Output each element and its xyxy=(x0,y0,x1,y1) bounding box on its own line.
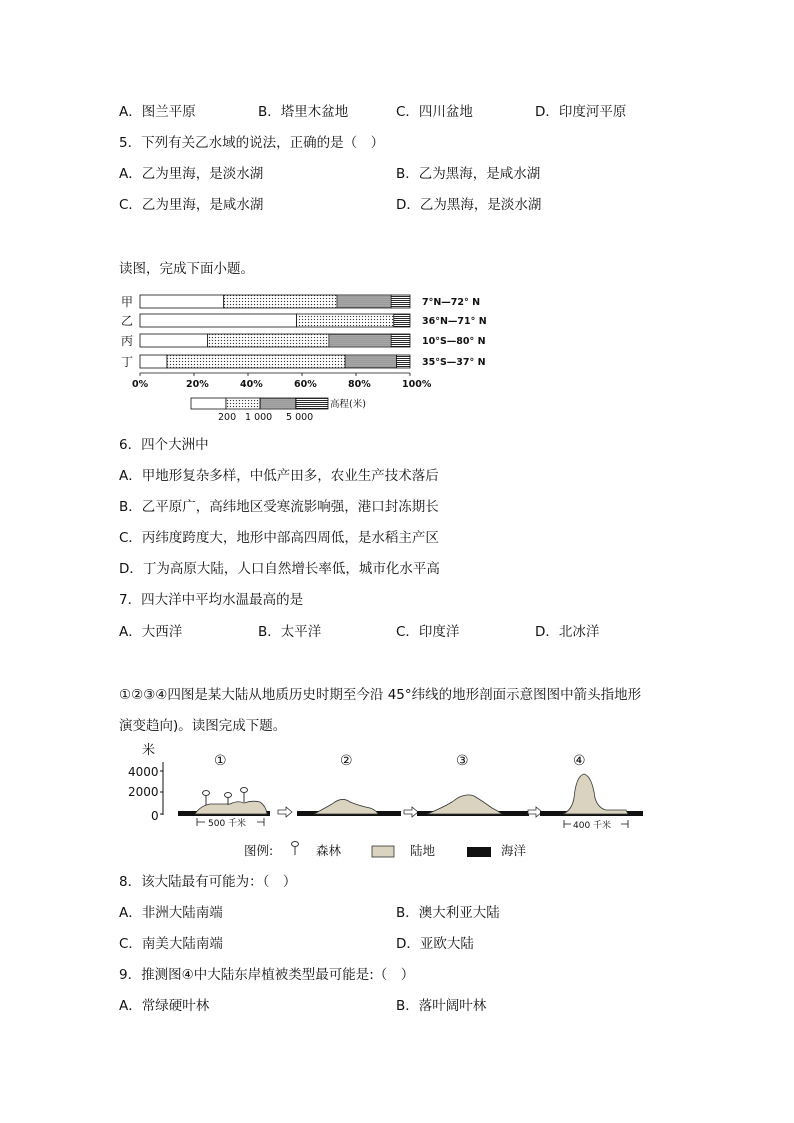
elevation-segment xyxy=(140,314,297,327)
elevation-row xyxy=(121,314,487,328)
q6-option-a: A．甲地形复杂多样，中低产田多，农业生产技术落后 xyxy=(119,468,439,484)
panel-1-scale: 500 千米 xyxy=(208,819,247,829)
elevation-segment xyxy=(391,334,410,347)
legend-swatch xyxy=(191,398,226,409)
q9-option-a: A．常绿硬叶林 xyxy=(119,998,210,1014)
q7-option-b: B．太平洋 xyxy=(258,624,322,640)
q6-option-d: D．丁为高原大陆，人口自然增长率低，城市化水平高 xyxy=(119,561,440,577)
elevation-segment xyxy=(208,334,330,347)
panel-3-label: ③ xyxy=(456,753,469,769)
row-latitude-range: 10°S—80° N xyxy=(422,336,486,347)
elevation-row xyxy=(121,334,486,348)
panel-4-label: ④ xyxy=(573,753,586,769)
question-7-stem: 7．四大洋中平均水温最高的是 xyxy=(119,592,304,608)
q9-option-b: B．落叶阔叶林 xyxy=(396,998,487,1014)
row-label: 甲 xyxy=(121,295,134,309)
arrow-right-icon xyxy=(528,807,542,817)
q8-option-a: A．非洲大陆南端 xyxy=(119,905,223,921)
panel-2-land xyxy=(314,799,378,814)
elevation-row xyxy=(121,355,486,369)
elevation-bar-figure xyxy=(118,288,490,423)
question-9-stem: 9．推测图④中大陆东岸植被类型最可能是:（ ） xyxy=(119,967,415,983)
panel-2-label: ② xyxy=(340,753,353,769)
elevation-segment xyxy=(329,334,391,347)
row-label: 丙 xyxy=(121,334,134,348)
y-tick-2000: 2000 xyxy=(128,785,159,799)
elevation-segment xyxy=(391,295,410,308)
q5-option-b: B．乙为黑海，是咸水湖 xyxy=(396,166,541,182)
row-latitude-range: 36°N—71° N xyxy=(422,316,487,327)
q6-option-b: B．乙平原广，高纬地区受寒流影响强，港口封冻期长 xyxy=(119,499,439,515)
q4-option-c: C．四川盆地 xyxy=(396,104,473,120)
elevation-segment xyxy=(297,314,394,327)
panel-3-land xyxy=(427,795,502,814)
q6-option-c: C．丙纬度跨度大，地形中部高四周低，是水稻主产区 xyxy=(119,530,439,546)
axis-tick-label: 0% xyxy=(132,379,149,390)
q8-option-c: C．南美大陆南端 xyxy=(119,936,223,952)
q7-option-d: D．北冰洋 xyxy=(535,624,600,640)
axis-tick-label: 100% xyxy=(402,379,432,390)
q5-option-a: A．乙为里海，是淡水湖 xyxy=(119,166,264,182)
legend-unit-label: 高程(米) xyxy=(330,399,366,410)
q4-option-a: A．图兰平原 xyxy=(119,104,196,120)
arrow-right-icon xyxy=(278,807,292,817)
panel-1-label: ① xyxy=(214,753,227,769)
elevation-segment xyxy=(140,334,208,347)
q8-option-d: D．亚欧大陆 xyxy=(396,936,474,952)
q4-option-d: D．印度河平原 xyxy=(535,104,627,120)
axis-tick-label: 80% xyxy=(348,379,371,390)
legend-ocean-swatch xyxy=(467,847,491,857)
q5-option-d: D．乙为黑海，是淡水湖 xyxy=(396,197,542,213)
elevation-segment xyxy=(397,355,411,368)
panel-4-land xyxy=(563,774,628,814)
legend-swatch xyxy=(260,398,296,409)
reading-instruction-1: 读图，完成下面小题。 xyxy=(119,261,254,277)
q4-option-b: B．塔里木盆地 xyxy=(258,104,349,120)
legend-swatch xyxy=(226,398,260,409)
row-latitude-range: 35°S—37° N xyxy=(422,357,486,368)
elevation-segment xyxy=(140,355,167,368)
terrain-profile-figure xyxy=(120,740,650,865)
legend-land-swatch xyxy=(372,846,394,857)
axis-tick-label: 20% xyxy=(186,379,209,390)
q7-option-c: C．印度洋 xyxy=(396,624,460,640)
legend-title: 图例: xyxy=(244,843,274,858)
elevation-segment xyxy=(167,355,345,368)
elevation-segment xyxy=(345,355,396,368)
q5-option-c: C．乙为里海，是咸水湖 xyxy=(119,197,264,213)
question-8-stem: 8．该大陆最有可能为：（ ） xyxy=(119,874,297,890)
legend-forest-label: 森林 xyxy=(316,843,342,858)
row-label: 丁 xyxy=(121,355,134,369)
axis-tick-label: 60% xyxy=(294,379,317,390)
elevation-segment xyxy=(394,314,410,327)
row-latitude-range: 7°N—72° N xyxy=(422,297,481,308)
reading-instruction-2-line2: 演变趋向)。读图完成下题。 xyxy=(119,718,287,734)
legend-value: 1 000 xyxy=(245,412,273,423)
legend-ocean-label: 海洋 xyxy=(501,843,527,858)
panel-4-scale: 400 千米 xyxy=(573,821,612,831)
arrow-right-icon xyxy=(404,807,418,817)
q7-option-a: A．大西洋 xyxy=(119,624,183,640)
legend-value: 200 xyxy=(218,412,237,423)
row-label: 乙 xyxy=(121,314,134,328)
elevation-segment xyxy=(224,295,337,308)
legend-land-label: 陆地 xyxy=(410,843,436,858)
forest-icon xyxy=(292,842,299,856)
axis-tick-label: 40% xyxy=(240,379,263,390)
elevation-segment xyxy=(337,295,391,308)
legend-value: 5 000 xyxy=(286,412,314,423)
reading-instruction-2-line1: ①②③④四图是某大陆从地质历史时期至今沿 45°纬线的地形剖面示意图图中箭头指地形 xyxy=(119,687,642,703)
elevation-row xyxy=(121,295,480,309)
question-6-stem: 6．四个大洲中 xyxy=(119,437,209,453)
elevation-segment xyxy=(140,295,224,308)
q8-option-b: B．澳大利亚大陆 xyxy=(396,905,500,921)
y-axis-unit: 米 xyxy=(142,743,156,758)
question-5-stem: 5．下列有关乙水域的说法，正确的是（ ） xyxy=(119,135,385,151)
legend-swatch xyxy=(296,398,328,409)
y-tick-0: 0 xyxy=(151,809,159,823)
y-tick-4000: 4000 xyxy=(128,765,159,779)
